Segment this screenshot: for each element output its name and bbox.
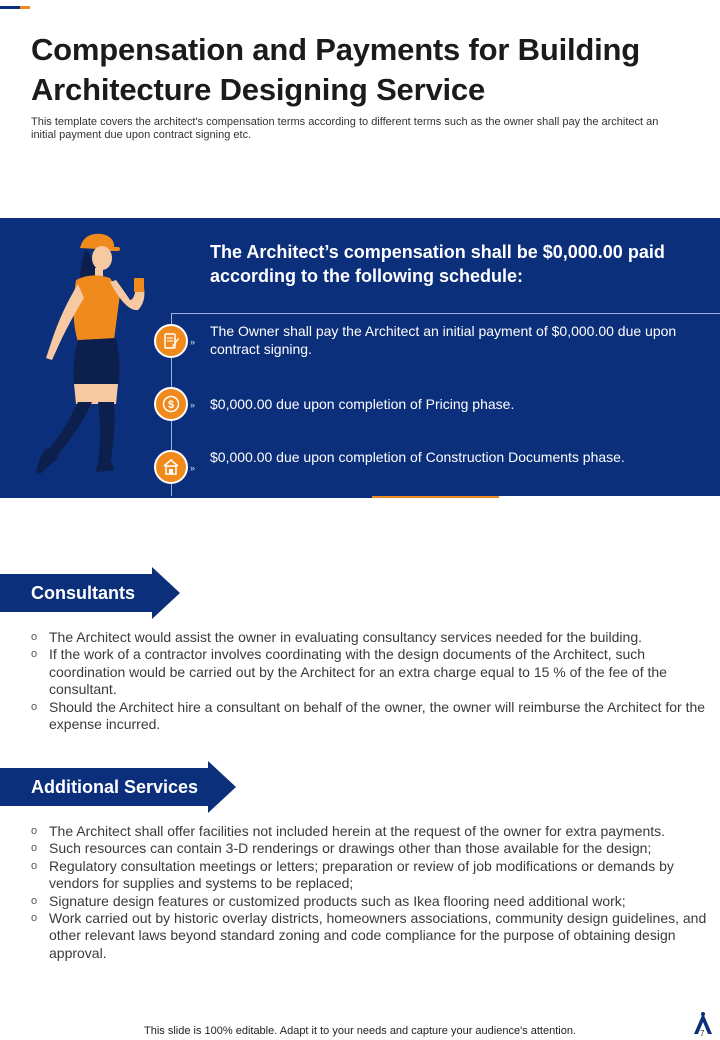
edit-document-icon bbox=[154, 324, 188, 358]
list-item: o The Architect would assist the owner in evaluating consultancy services needed for the building. bbox=[31, 629, 643, 645]
list-item: o Work carried out by historic overlay districts, homeowners associations, community design guidelines, and other relevant laws beyond standard zoning and code compliance for the purpose of obtaining design approval. bbox=[31, 910, 707, 961]
step-arrow: » bbox=[190, 400, 196, 410]
woman-with-hardhat-illustration bbox=[18, 228, 168, 478]
accent-orange bbox=[20, 6, 30, 9]
step-arrow: » bbox=[190, 463, 196, 473]
list-item: o The Architect shall offer facilities not included herein at the request of the owner for extra payments. bbox=[31, 823, 666, 839]
tag-arrow-shape bbox=[208, 761, 236, 813]
bullet-circle-icon: o bbox=[31, 912, 38, 925]
top-accent-bar bbox=[0, 6, 32, 9]
page-title: Compensation and Payments for Building Architecture Designing Service bbox=[31, 32, 641, 107]
bullet-circle-icon: o bbox=[31, 700, 38, 713]
additional-services-section-tag bbox=[0, 768, 208, 806]
bullet-circle-icon: o bbox=[31, 648, 38, 661]
list-item: o Regulatory consultation meetings or letters; preparation or review of job modifications or demands by vendors for supplies and systems to be replaced; bbox=[31, 857, 674, 892]
list-item: o Such resources can contain 3-D renderings or drawings other than those available for the design; bbox=[31, 840, 652, 857]
consultants-section-tag bbox=[0, 574, 152, 612]
bullet-circle-icon: o bbox=[31, 859, 38, 872]
dollar-icon bbox=[154, 387, 188, 421]
additional-services-list bbox=[31, 823, 711, 962]
schedule-step-1: The Owner shall pay the Architect an initial payment of $0,000.00 due upon contract signing. bbox=[210, 323, 677, 357]
step-arrow: » bbox=[190, 337, 196, 347]
bullet-circle-icon: o bbox=[31, 631, 38, 643]
page-subtitle: This template covers the architect's compensation terms according to different terms such as the owner shall pay the architect an initial payment due upon contract signing etc. bbox=[31, 116, 659, 141]
timeline-horizontal-line bbox=[171, 313, 720, 314]
compensation-heading: The Architect’s compensation shall be $0,000.00 paid according to the following schedule: bbox=[210, 242, 665, 286]
list-item: o Should the Architect hire a consultant on behalf of the owner, the owner will reimburse the Architect for the expense incurred. bbox=[31, 698, 706, 733]
bullet-circle-icon: o bbox=[31, 894, 38, 907]
page-number: 7 bbox=[700, 1029, 705, 1038]
bullet-circle-icon: o bbox=[31, 842, 38, 855]
banner-underline bbox=[0, 496, 500, 498]
consultants-list bbox=[31, 629, 711, 733]
bullet-circle-icon: o bbox=[31, 825, 38, 837]
footer-note: This slide is 100% editable. Adapt it to your needs and capture your audience's attention. bbox=[144, 1025, 576, 1037]
additional-services-heading: Additional Services bbox=[31, 777, 199, 797]
svg-text:$: $ bbox=[167, 399, 175, 411]
schedule-step-2: $0,000.00 due upon completion of Pricing phase. bbox=[210, 396, 515, 412]
accent-navy bbox=[0, 6, 20, 9]
list-item: o Signature design features or customized products such as Ikea flooring need additional work; bbox=[31, 892, 626, 909]
consultants-heading: Consultants bbox=[31, 583, 136, 603]
schedule-step-3: $0,000.00 due upon completion of Construction Documents phase. bbox=[210, 449, 625, 465]
list-item: o If the work of a contractor involves coordinating with the design documents of the Architect, such coordination would be carried out by the Architect for an extra charge equal to 15 % of the fee of the consultant. bbox=[31, 646, 667, 698]
building-icon bbox=[154, 450, 188, 484]
tag-arrow-shape bbox=[152, 567, 180, 619]
